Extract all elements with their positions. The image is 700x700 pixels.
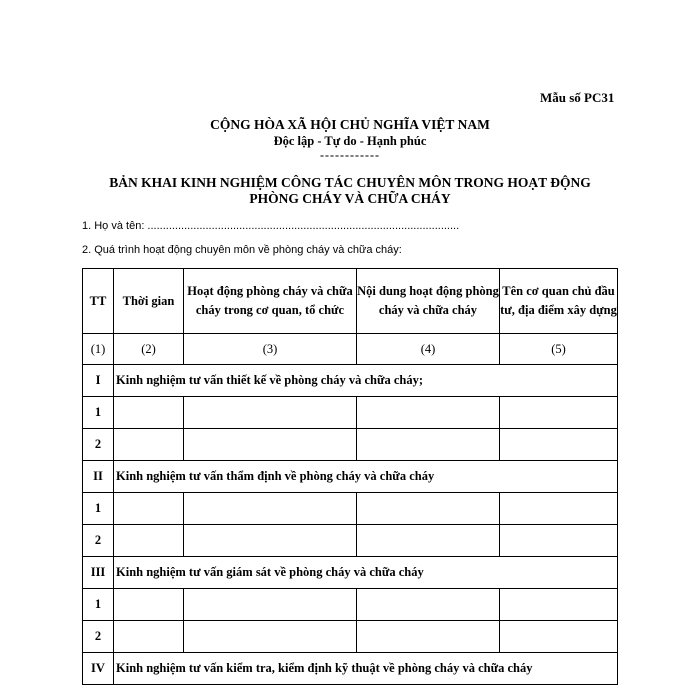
experience-table (82, 268, 618, 685)
process-field-label: 2. Quá trình hoạt động chuyên môn về phòng cháy và chữa cháy: (82, 244, 402, 256)
table-row (83, 525, 618, 557)
header-content: Nội dung hoạt động phòng cháy và chữa cháy (357, 269, 500, 334)
section-roman-numeral: II (83, 461, 114, 493)
column-number: (4) (357, 334, 500, 365)
document-title-line-1: BẢN KHAI KINH NGHIỆM CÔNG TÁC CHUYÊN MÔN TRONG HOẠT ĐỘNG (109, 175, 591, 190)
table-cell-empty (184, 525, 357, 557)
table-cell-empty (184, 397, 357, 429)
form-code: Mẫu số PC31 (540, 90, 615, 105)
country-name: CỘNG HÒA XÃ HỘI CHỦ NGHĨA VIỆT NAM (210, 117, 490, 132)
table-cell-empty (500, 397, 618, 429)
document-title-line-2: PHÒNG CHÁY VÀ CHỮA CHÁY (249, 191, 451, 206)
section-title: Kinh nghiệm tư vấn kiểm tra, kiểm định kỹ thuật về phòng cháy và chữa cháy (114, 653, 618, 685)
column-number: (2) (114, 334, 184, 365)
full-name-field: 1. Họ và tên: ...................................................................................................... (82, 220, 460, 232)
table-cell-empty (114, 429, 184, 461)
row-number: 2 (83, 525, 114, 557)
table-cell-empty (500, 525, 618, 557)
section-row (83, 653, 618, 685)
table-cell-empty (114, 525, 184, 557)
table-cell-empty (184, 493, 357, 525)
row-number: 1 (83, 589, 114, 621)
table-cell-empty (357, 493, 500, 525)
row-number: 1 (83, 397, 114, 429)
table-cell-empty (184, 621, 357, 653)
section-title: Kinh nghiệm tư vấn thẩm định về phòng cháy và chữa cháy (114, 461, 618, 493)
row-number: 1 (83, 493, 114, 525)
table-header-row (83, 269, 618, 334)
table-row (83, 589, 618, 621)
table-cell-empty (500, 493, 618, 525)
column-number: (3) (184, 334, 357, 365)
table-cell-empty (357, 397, 500, 429)
table-cell-empty (114, 493, 184, 525)
row-number: 2 (83, 621, 114, 653)
section-row (83, 365, 618, 397)
section-row (83, 557, 618, 589)
header-activity: Hoạt động phòng cháy và chữa cháy trong cơ quan, tổ chức (184, 269, 357, 334)
section-roman-numeral: III (83, 557, 114, 589)
table-row (83, 493, 618, 525)
section-row (83, 461, 618, 493)
column-number: (1) (83, 334, 114, 365)
table-cell-empty (184, 589, 357, 621)
section-roman-numeral: IV (83, 653, 114, 685)
separator-line: ------------ (320, 148, 380, 162)
motto: Độc lập - Tự do - Hạnh phúc (273, 134, 427, 148)
header-tt: TT (83, 269, 114, 334)
row-number: 2 (83, 429, 114, 461)
table-cell-empty (357, 589, 500, 621)
table-cell-empty (357, 621, 500, 653)
table-row (83, 397, 618, 429)
table-cell-empty (184, 429, 357, 461)
section-title: Kinh nghiệm tư vấn thiết kế về phòng cháy và chữa cháy; (114, 365, 618, 397)
table-cell-empty (357, 525, 500, 557)
section-title: Kinh nghiệm tư vấn giám sát về phòng cháy và chữa cháy (114, 557, 618, 589)
header-time: Thời gian (114, 269, 184, 334)
table-cell-empty (500, 429, 618, 461)
column-number: (5) (500, 334, 618, 365)
table-row (83, 621, 618, 653)
table-cell-empty (114, 397, 184, 429)
section-roman-numeral: I (83, 365, 114, 397)
header-investor: Tên cơ quan chủ đầu tư, địa điểm xây dựng (500, 269, 618, 334)
table-cell-empty (357, 429, 500, 461)
table-row (83, 429, 618, 461)
column-number-row (83, 334, 618, 365)
table-cell-empty (114, 621, 184, 653)
table-cell-empty (114, 589, 184, 621)
table-cell-empty (500, 621, 618, 653)
table-cell-empty (500, 589, 618, 621)
